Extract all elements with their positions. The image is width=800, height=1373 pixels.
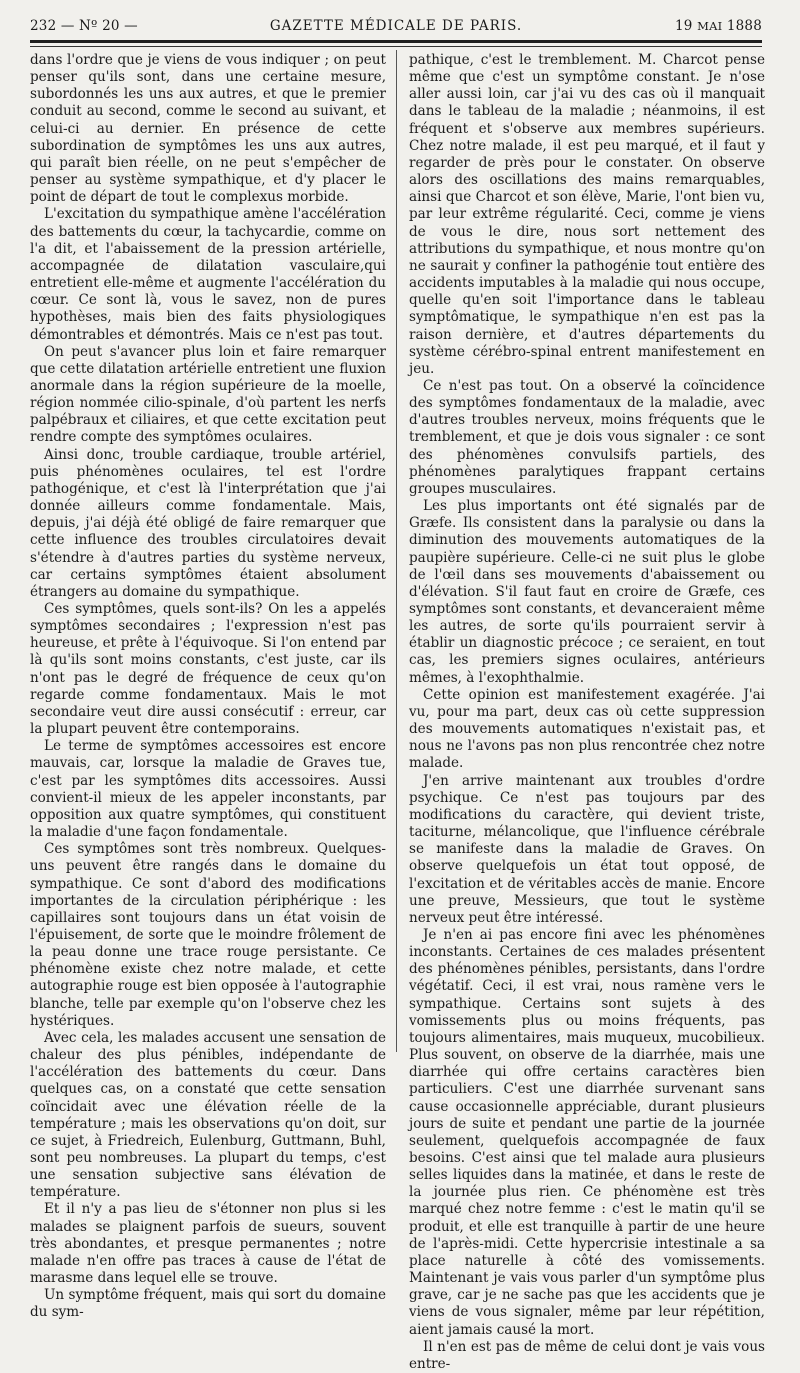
date-month: MAI	[697, 19, 723, 33]
paragraph: Un symptôme fréquent, mais qui sort du domaine du sym-	[30, 1287, 386, 1321]
paragraph: On peut s'avancer plus loin et faire remarquer que cette dilatation artérielle entretient une fluxion anormale dans la région supérieure de la moelle, région nommée cilio-spinale, d'où partent les nerfs palpébraux et ciliaires, et que cette excitation peut rendre compte des symptômes oculaires.	[30, 343, 386, 446]
paragraph: Cette opinion est manifestement exagérée. J'ai vu, pour ma part, deux cas où cette suppression des mouvements automatiques n'existait pas, et nous ne l'avons pas non plus rencontrée chez notre malade.	[409, 686, 765, 772]
page-number: 232 — Nº 20 —	[30, 18, 138, 34]
paragraph: dans l'ordre que je viens de vous indiquer ; on peut penser qu'ils sont, dans une certaine mesure, subordonnés les uns aux autres, et que le premier conduit au second, comme le second au suivant, et celui-ci au dernier. En présence de cette subordination de symptômes les uns aux autres, qui paraît bien réelle, on ne peut s'empêcher de penser au système sympathique, et d'y placer le point de départ de tout le complexus morbide.	[30, 52, 386, 206]
paragraph: Et il n'y a pas lieu de s'étonner non plus si les malades se plaignent parfois de sueurs, souvent très abondantes, et presque permanentes ; notre malade n'en offre pas traces à cause de l'état de marasme dans lequel elle se trouve.	[30, 1201, 386, 1287]
header-rule-thick	[30, 40, 762, 43]
paragraph: Ces symptômes sont très nombreux. Quelques-uns peuvent être rangés dans le domaine du sympathique. Ce sont d'abord des modifications importantes de la circulation périphérique : les capillaires sont toujours dans un état voisin de l'épuisement, de sorte que le moindre frôlement de la peau donne une trace rouge persistante. Ce phénomène existe chez notre malade, et cette autographie rouge est bien opposée à l'autographie blanche, telle par exemple qu'on l'observe chez les hystériques.	[30, 841, 386, 1029]
left-column	[30, 52, 386, 1322]
paragraph: Il n'en est pas de même de celui dont je vais vous entre-	[409, 1338, 765, 1372]
paragraph: Ainsi donc, trouble cardiaque, trouble artériel, puis phénomènes oculaires, tel est l'ordre pathogénique, et c'est là l'interprétation que j'ai donnée ailleurs comme fondamentale. Mais, depuis, j'ai déjà été obligé de faire remarquer que cette influence des troubles circulatoires devait s'étendre à d'autres parties du système nerveux, car certains symptômes étaient absolument étrangers au domaine du sympathique.	[30, 446, 386, 600]
issue-date	[675, 18, 762, 34]
paragraph: Ces symptômes, quels sont-ils? On les a appelés symptômes secondaires ; l'expression n'est pas heureuse, et prête à l'équivoque. Si l'on entend par là qu'ils sont moins constants, c'est juste, car ils n'ont pas le degré de fréquence de ceux qu'on regarde comme fondamentaux. Mais le mot secondaire veut dire aussi consécutif : erreur, car la plupart peuvent être contemporains.	[30, 601, 386, 738]
date-day: 19	[675, 18, 693, 34]
paragraph: Je n'en ai pas encore fini avec les phénomènes inconstants. Certaines de ces malades présentent des phénomènes pénibles, persistants, dans l'ordre végétatif. Ceci, il est vrai, nous ramène vers le sympathique. Certains sont sujets à des vomissements plus ou moins fréquents, pas toujours alimentaires, mais muqueux, mucobilieux. Plus souvent, on observe de la diarrhée, mais une diarrhée qui offre certains caractères bien particuliers. C'est une diarrhée survenant sans cause occasionnelle appréciable, durant plusieurs jours de suite et pendant une partie de la journée seulement, quelquefois accompagnée de faux besoins. C'est ainsi que tel malade aura plusieurs selles liquides dans la matinée, et dans le reste de la journée plus rien. Ce phénomène est très marqué chez notre femme : c'est le matin qu'il se produit, et elle est tranquille à partir de une heure de l'après-midi. Cette hypercrisie intestinale a sa place naturelle à côté des vomissements. Maintenant je vais vous parler d'un symptôme plus grave, car je ne sache pas que les accidents que je viens de vous signaler, même par leur répétition, aient jamais causé la mort.	[409, 926, 765, 1338]
paragraph: Avec cela, les malades accusent une sensation de chaleur des plus pénibles, indépendante de l'accélération des battements du cœur. Dans quelques cas, on a constaté que cette sensation coïncidait avec une élévation réelle de la température ; mais les observations qu'on doit, sur ce sujet, à Friedreich, Eulenburg, Guttmann, Buhl, sont peu nombreuses. La plupart du temps, c'est une sensation subjective sans élévation de température.	[30, 1029, 386, 1201]
page-header	[30, 14, 762, 40]
right-column	[409, 52, 765, 1373]
paragraph: L'excitation du sympathique amène l'accélération des battements du cœur, la tachycardie, comme on l'a dit, et l'abaissement de la pression artérielle, accompagnée de dilatation vasculaire,qui entretient elle-même et augmente l'accélération du cœur. Ce sont là, vous le savez, non de pures hypothèses, mais bien des faits physiologiques démontrables et démontrés. Mais ce n'est pas tout.	[30, 206, 386, 343]
journal-title: GAZETTE MÉDICALE DE PARIS.	[269, 18, 523, 34]
paragraph: pathique, c'est le tremblement. M. Charcot pense même que c'est un symptôme constant. Je n'ose aller aussi loin, car j'ai vu des cas où il manquait dans le tableau de la maladie ; néanmoins, il est fréquent et s'observe aux membres supérieurs. Chez notre malade, il est peu marqué, et il faut y regarder de près pour le constater. On observe alors des oscillations des mains remarquables, ainsi que Charcot et son élève, Marie, l'ont bien vu, par leur extrême régularité. Ceci, comme je viens de vous le dire, nous sort nettement des attributions du sympathique, et nous montre qu'on ne saurait y confiner la pathogénie tout entière des accidents imputables à la maladie qui nous occupe, quelle qu'en soit l'importance dans le tableau symptômatique, le sympathique n'en est pas la raison dernière, et d'autres départements du système cérébro-spinal entrent manifestement en jeu.	[409, 52, 765, 377]
paragraph: Les plus importants ont été signalés par de Græfe. Ils consistent dans la paralysie ou dans la diminution des mouvements automatiques de la paupière supérieure. Celle-ci ne suit plus le globe de l'œil dans ses mouvements d'abaissement ou d'élévation. S'il faut faut en croire de Græfe, ces symptômes sont constants, et devanceraient même les autres, de sorte qu'ils pourraient servir à établir un diagnostic précoce ; ce seraient, en tout cas, les premiers signes oculaires, antérieurs mêmes, à l'exophthalmie.	[409, 498, 765, 686]
paragraph: J'en arrive maintenant aux troubles d'ordre psychique. Ce n'est pas toujours par des modifications du caractère, qui devient triste, taciturne, mélancolique, que l'influence cérébrale se manifeste dans la maladie de Graves. On observe quelquefois un état tout opposé, de l'excitation et de véritables accès de manie. Encore une preuve, Messieurs, que tout le système nerveux peut être intéressé.	[409, 772, 765, 926]
column-divider	[396, 50, 397, 1052]
paragraph: Le terme de symptômes accessoires est encore mauvais, car, lorsque la maladie de Graves tue, c'est par les symptômes dits accessoires. Aussi convient-il mieux de les appeler inconstants, par opposition aux quatre symptômes, qui constituent la maladie d'une façon fondamentale.	[30, 738, 386, 841]
date-year: 1888	[726, 18, 762, 34]
paragraph: Ce n'est pas tout. On a observé la coïncidence des symptômes fondamentaux de la maladie, avec d'autres troubles nerveux, moins fréquents que le tremblement, et que je dois vous signaler : ce sont des phénomènes convulsifs partiels, des phénomènes paralytiques frappant certains groupes musculaires.	[409, 377, 765, 497]
header-rule-thin	[30, 46, 762, 47]
